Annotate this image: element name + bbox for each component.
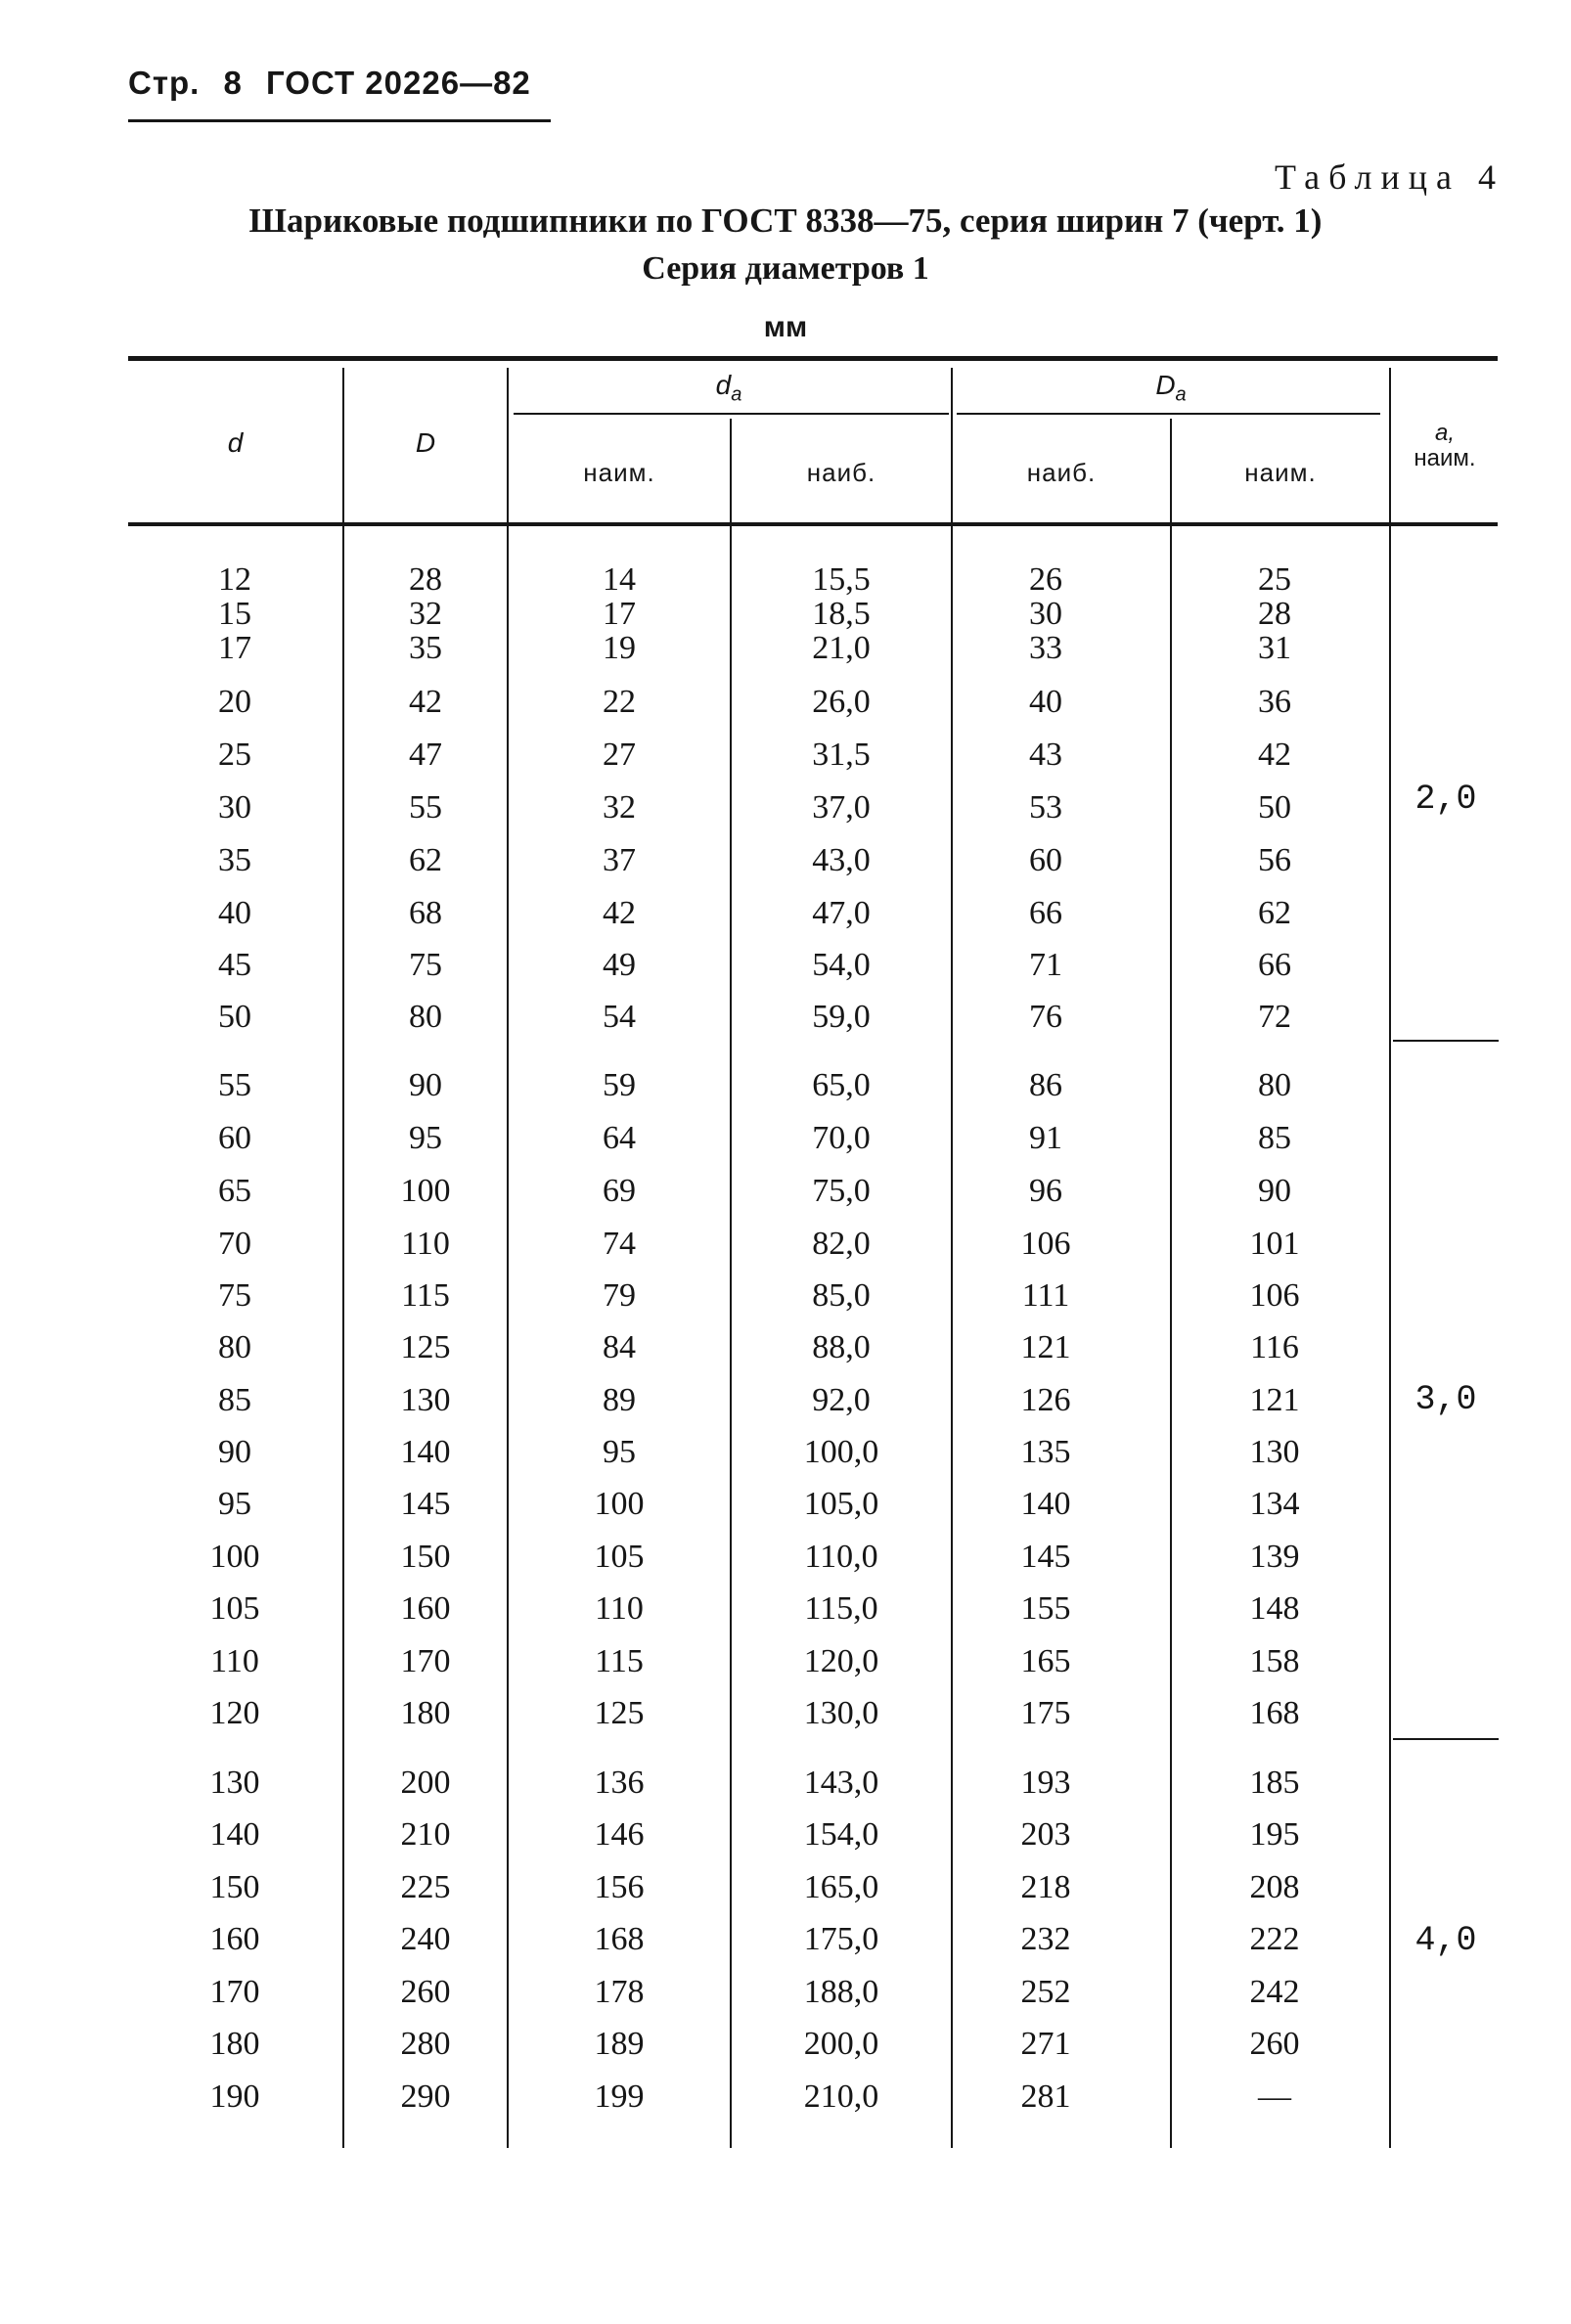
cell-da-min: 199 — [594, 2078, 645, 2115]
cell-D: 95 — [409, 1120, 442, 1156]
cell-D: 47 — [409, 737, 442, 773]
cell-Da-max: 145 — [1020, 1539, 1071, 1575]
cell-da-max: 47,0 — [812, 895, 871, 931]
a-group-value: 2,0 — [1414, 779, 1477, 819]
cell-da-min: 100 — [594, 1486, 645, 1522]
cell-Da-max: 175 — [1020, 1695, 1071, 1731]
cell-D: 280 — [400, 2026, 451, 2062]
cell-Da-max: 140 — [1020, 1486, 1071, 1522]
cell-Da-max: 40 — [1029, 684, 1062, 720]
cell-d: 70 — [218, 1226, 251, 1262]
cell-da-max: 70,0 — [812, 1120, 871, 1156]
header-bottom-rule — [128, 522, 1498, 526]
cell-Da-max: 232 — [1020, 1921, 1071, 1957]
cell-Da-min: 25 — [1258, 561, 1291, 598]
cell-Da-max: 111 — [1021, 1277, 1070, 1314]
cell-da-max: 105,0 — [803, 1486, 879, 1522]
cell-Da-min: — — [1258, 2078, 1291, 2115]
cell-da-min: 110 — [595, 1590, 644, 1627]
cell-Da-min: 185 — [1249, 1765, 1300, 1801]
cell-d: 150 — [209, 1869, 260, 1905]
cell-da-max: 21,0 — [812, 630, 871, 666]
cell-Da-max: 96 — [1029, 1173, 1062, 1209]
cell-da-min: 14 — [603, 561, 636, 598]
table-top-rule — [128, 356, 1498, 361]
cell-Da-max: 30 — [1029, 596, 1062, 632]
units-label: мм — [763, 311, 808, 343]
cell-Da-max: 271 — [1020, 2026, 1071, 2062]
cell-Da-max: 86 — [1029, 1067, 1062, 1103]
table-title: Шариковые подшипники по ГОСТ 8338—75, серия ширин 7 (черт. 1) — [248, 201, 1323, 240]
cell-da-max: 188,0 — [803, 1974, 879, 2010]
a-group-value: 3,0 — [1414, 1380, 1477, 1419]
cell-da-min: 69 — [603, 1173, 636, 1209]
cell-da-min: 49 — [603, 947, 636, 983]
cell-D: 55 — [409, 789, 442, 826]
cell-da-max: 82,0 — [812, 1226, 871, 1262]
cell-da-max: 31,5 — [812, 737, 871, 773]
cell-Da-min: 106 — [1249, 1277, 1300, 1314]
cell-da-max: 65,0 — [812, 1067, 871, 1103]
cell-d: 140 — [209, 1816, 260, 1853]
table-subtitle: Серия диаметров 1 — [642, 250, 929, 287]
cell-d: 190 — [209, 2078, 260, 2115]
cell-Da-min: 158 — [1249, 1643, 1300, 1679]
cell-da-max: 15,5 — [812, 561, 871, 598]
cell-Da-max: 155 — [1020, 1590, 1071, 1627]
cell-D: 35 — [409, 630, 442, 666]
cell-da-min: 79 — [603, 1277, 636, 1314]
cell-Da-max: 252 — [1020, 1974, 1071, 2010]
cell-d: 30 — [218, 789, 251, 826]
standard-code: ГОСТ 20226—82 — [266, 65, 531, 101]
header-da: $d_a$ — [715, 370, 742, 406]
cell-Da-min: 195 — [1249, 1816, 1300, 1853]
cell-Da-min: 66 — [1258, 947, 1291, 983]
cell-D: 210 — [400, 1816, 451, 1853]
cell-D: 115 — [401, 1277, 450, 1314]
cell-D: 200 — [400, 1765, 451, 1801]
cell-d: 75 — [218, 1277, 251, 1314]
cell-da-min: 54 — [603, 999, 636, 1035]
cell-da-max: 100,0 — [803, 1434, 879, 1470]
cell-da-max: 200,0 — [803, 2026, 879, 2062]
cell-Da-max: 135 — [1020, 1434, 1071, 1470]
cell-Da-min: 222 — [1249, 1921, 1300, 1957]
cell-Da-min: 72 — [1258, 999, 1291, 1035]
page-number: 8 — [223, 65, 243, 101]
header-a: a, наим. — [1414, 420, 1476, 471]
cell-da-min: 74 — [603, 1226, 636, 1262]
cell-d: 130 — [209, 1765, 260, 1801]
cell-d: 180 — [209, 2026, 260, 2062]
cell-Da-min: 80 — [1258, 1067, 1291, 1103]
cell-d: 95 — [218, 1486, 251, 1522]
cell-D: 125 — [400, 1329, 451, 1365]
cell-da-max: 143,0 — [803, 1765, 879, 1801]
cell-d: 55 — [218, 1067, 251, 1103]
cell-Da-min: 36 — [1258, 684, 1291, 720]
cell-Da-max: 60 — [1029, 842, 1062, 878]
cell-D: 100 — [400, 1173, 451, 1209]
cell-da-min: 89 — [603, 1382, 636, 1418]
page-header — [128, 65, 545, 102]
cell-da-max: 210,0 — [803, 2078, 879, 2115]
cell-d: 60 — [218, 1120, 251, 1156]
cell-D: 75 — [409, 947, 442, 983]
cell-da-min: 136 — [594, 1765, 645, 1801]
cell-da-max: 75,0 — [812, 1173, 871, 1209]
a-group-value: 4,0 — [1414, 1920, 1477, 1960]
cell-da-max: 92,0 — [812, 1382, 871, 1418]
cell-D: 28 — [409, 561, 442, 598]
da-group-rule — [514, 413, 949, 415]
header-da-min: наим. — [583, 458, 655, 487]
header-D: D — [415, 427, 436, 458]
cell-da-max: 110,0 — [804, 1539, 878, 1575]
column-divider — [1389, 368, 1391, 2148]
cell-Da-min: 85 — [1258, 1120, 1291, 1156]
cell-da-max: 18,5 — [812, 596, 871, 632]
cell-d: 110 — [210, 1643, 259, 1679]
cell-d: 35 — [218, 842, 251, 878]
cell-Da-max: 43 — [1029, 737, 1062, 773]
cell-da-min: 27 — [603, 737, 636, 773]
cell-Da-min: 116 — [1250, 1329, 1299, 1365]
header-Da-max: наиб. — [1026, 458, 1097, 487]
cell-da-min: 146 — [594, 1816, 645, 1853]
cell-da-max: 130,0 — [803, 1695, 879, 1731]
cell-D: 290 — [400, 2078, 451, 2115]
cell-Da-max: 121 — [1020, 1329, 1071, 1365]
cell-D: 80 — [409, 999, 442, 1035]
cell-d: 105 — [209, 1590, 260, 1627]
cell-d: 12 — [218, 561, 251, 598]
header-Da: $D_a$ — [1155, 370, 1187, 406]
cell-da-max: 59,0 — [812, 999, 871, 1035]
cell-da-min: 168 — [594, 1921, 645, 1957]
cell-da-max: 165,0 — [803, 1869, 879, 1905]
cell-Da-min: 62 — [1258, 895, 1291, 931]
cell-da-max: 43,0 — [812, 842, 871, 878]
cell-Da-max: 91 — [1029, 1120, 1062, 1156]
cell-Da-max: 203 — [1020, 1816, 1071, 1853]
cell-da-min: 59 — [603, 1067, 636, 1103]
cell-da-max: 26,0 — [812, 684, 871, 720]
cell-D: 110 — [401, 1226, 450, 1262]
cell-Da-min: 56 — [1258, 842, 1291, 878]
cell-Da-max: 53 — [1029, 789, 1062, 826]
cell-d: 85 — [218, 1382, 251, 1418]
cell-da-max: 154,0 — [803, 1816, 879, 1853]
cell-da-min: 125 — [594, 1695, 645, 1731]
cell-Da-max: 165 — [1020, 1643, 1071, 1679]
cell-da-max: 37,0 — [812, 789, 871, 826]
cell-Da-min: 208 — [1249, 1869, 1300, 1905]
cell-da-max: 115,0 — [804, 1590, 878, 1627]
cell-d: 50 — [218, 999, 251, 1035]
cell-D: 32 — [409, 596, 442, 632]
cell-D: 260 — [400, 1974, 451, 2010]
cell-d: 45 — [218, 947, 251, 983]
cell-Da-min: 139 — [1249, 1539, 1300, 1575]
header-d: d — [227, 427, 244, 458]
cell-Da-min: 28 — [1258, 596, 1291, 632]
cell-Da-max: 193 — [1020, 1765, 1071, 1801]
a-group-separator — [1393, 1738, 1499, 1740]
cell-Da-min: 31 — [1258, 630, 1291, 666]
header-rule — [128, 119, 551, 122]
page-label: Стр. — [128, 65, 201, 101]
cell-da-min: 189 — [594, 2026, 645, 2062]
cell-Da-min: 90 — [1258, 1173, 1291, 1209]
cell-Da-min: 260 — [1249, 2026, 1300, 2062]
cell-D: 160 — [400, 1590, 451, 1627]
cell-da-min: 37 — [603, 842, 636, 878]
cell-d: 100 — [209, 1539, 260, 1575]
cell-d: 17 — [218, 630, 251, 666]
cell-Da-min: 50 — [1258, 789, 1291, 826]
cell-da-min: 84 — [603, 1329, 636, 1365]
cell-D: 170 — [400, 1643, 451, 1679]
cell-D: 140 — [400, 1434, 451, 1470]
cell-da-min: 156 — [594, 1869, 645, 1905]
cell-da-min: 32 — [603, 789, 636, 826]
cell-D: 42 — [409, 684, 442, 720]
cell-Da-min: 168 — [1249, 1695, 1300, 1731]
cell-da-min: 105 — [594, 1539, 645, 1575]
cell-da-max: 175,0 — [803, 1921, 879, 1957]
cell-D: 68 — [409, 895, 442, 931]
cell-Da-max: 126 — [1020, 1382, 1071, 1418]
cell-D: 180 — [400, 1695, 451, 1731]
cell-D: 130 — [400, 1382, 451, 1418]
cell-d: 120 — [209, 1695, 260, 1731]
header-da-max: наиб. — [806, 458, 876, 487]
cell-D: 62 — [409, 842, 442, 878]
cell-d: 90 — [218, 1434, 251, 1470]
cell-Da-max: 76 — [1029, 999, 1062, 1035]
cell-Da-min: 148 — [1249, 1590, 1300, 1627]
cell-d: 65 — [218, 1173, 251, 1209]
cell-d: 15 — [218, 596, 251, 632]
cell-da-min: 42 — [603, 895, 636, 931]
cell-da-min: 115 — [595, 1643, 644, 1679]
cell-d: 20 — [218, 684, 251, 720]
cell-Da-max: 66 — [1029, 895, 1062, 931]
cell-D: 90 — [409, 1067, 442, 1103]
cell-Da-max: 26 — [1029, 561, 1062, 598]
table-number: Таблица 4 — [1275, 157, 1504, 197]
cell-d: 170 — [209, 1974, 260, 2010]
cell-Da-min: 242 — [1249, 1974, 1300, 2010]
cell-Da-max: 106 — [1020, 1226, 1071, 1262]
cell-Da-max: 71 — [1029, 947, 1062, 983]
cell-Da-min: 101 — [1249, 1226, 1300, 1262]
cell-d: 25 — [218, 737, 251, 773]
cell-Da-min: 134 — [1249, 1486, 1300, 1522]
Da-group-rule — [957, 413, 1380, 415]
cell-Da-min: 42 — [1258, 737, 1291, 773]
cell-d: 80 — [218, 1329, 251, 1365]
cell-Da-max: 218 — [1020, 1869, 1071, 1905]
cell-Da-max: 281 — [1020, 2078, 1071, 2115]
cell-da-min: 95 — [603, 1434, 636, 1470]
cell-D: 240 — [400, 1921, 451, 1957]
cell-da-max: 88,0 — [812, 1329, 871, 1365]
cell-Da-min: 130 — [1249, 1434, 1300, 1470]
a-group-separator — [1393, 1040, 1499, 1042]
cell-D: 150 — [400, 1539, 451, 1575]
cell-da-min: 178 — [594, 1974, 645, 2010]
header-Da-min: наим. — [1244, 458, 1317, 487]
cell-da-min: 19 — [603, 630, 636, 666]
cell-d: 40 — [218, 895, 251, 931]
cell-D: 225 — [400, 1869, 451, 1905]
cell-D: 145 — [400, 1486, 451, 1522]
cell-d: 160 — [209, 1921, 260, 1957]
cell-Da-max: 33 — [1029, 630, 1062, 666]
cell-da-min: 64 — [603, 1120, 636, 1156]
cell-da-max: 54,0 — [812, 947, 871, 983]
cell-da-min: 17 — [603, 596, 636, 632]
cell-da-min: 22 — [603, 684, 636, 720]
cell-da-max: 85,0 — [812, 1277, 871, 1314]
cell-da-max: 120,0 — [803, 1643, 879, 1679]
cell-Da-min: 121 — [1249, 1382, 1300, 1418]
